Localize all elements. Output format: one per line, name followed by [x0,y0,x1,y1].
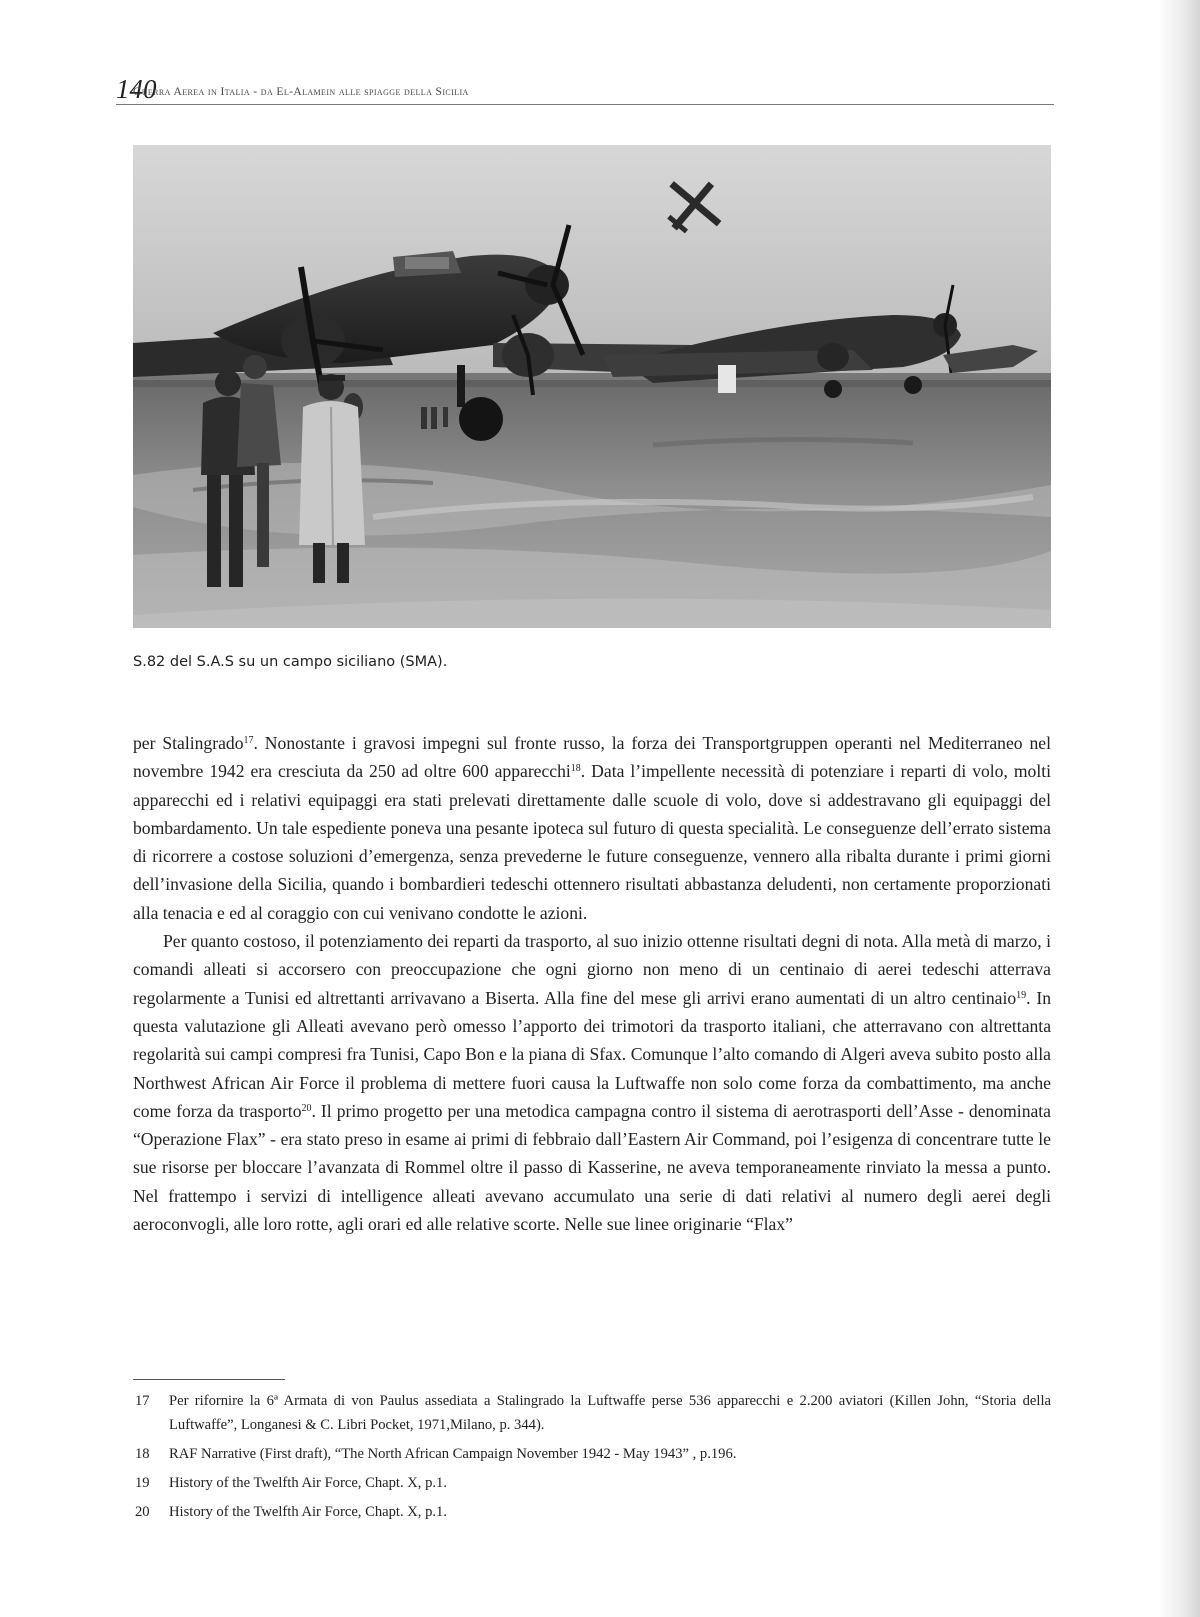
footnote-text: History of the Twelfth Air Force, Chapt. X, p.1. [169,1475,447,1491]
footnote-ref-18: 18 [570,763,581,775]
footnote-text: History of the Twelfth Air Force, Chapt. X, p.1. [169,1504,447,1520]
footnote-number: 17 [135,1393,150,1409]
page-edge-shadow [1158,0,1200,1617]
running-title: Guerra Aerea in Italia - da El-Alamein alle spiagge della Sicilia [133,86,469,98]
aircraft-photo [133,145,1051,628]
footnote-ref-19: 19 [1016,989,1027,1001]
footnote [133,1442,1051,1466]
footnote-ref-20: 20 [301,1102,312,1114]
paragraph-1 [133,729,1051,927]
footnote [133,1389,1051,1437]
paragraph-2 [133,927,1051,1238]
footnote-number: 19 [135,1475,150,1491]
text-run: Per quanto costoso, il potenziamento dei reparti da trasporto, al suo inizio ottenne risultati degni di nota. Alla metà di marzo, i comandi alleati si accorsero con preoccupazione che ogni giorno non meno di un centinaio di aerei tedeschi atterrava regolarmente a Tunisi ed altrettanti arrivavano a Biserta. Alla fine del mese gli arrivi erano aumentati di un altro centinaio [133,931,1051,1008]
page-number: 140 [116,74,157,104]
footnote-ref-17: 17 [243,735,254,746]
footnote-text: Per rifornire la 6ª Armata di von Paulus assediata a Stalingrado la Luftwaffe perse 536 apparecchi e 2.200 aviatori (Killen John, “Storia della Luftwaffe”, Longanesi & C. Libri Pocket, 1971,Milano, p. 344). [169,1393,1051,1433]
photo-caption: S.82 del S.A.S su un campo siciliano (SMA). [133,654,448,670]
footnotes [133,1389,1051,1529]
footnote-text: RAF Narrative (First draft), “The North African Campaign November 1942 - May 1943” , p.196. [169,1446,737,1462]
body-text [133,729,1051,1238]
footnote-number: 20 [135,1504,150,1520]
footnote [133,1471,1051,1495]
text-run: per Stalingrado [133,733,244,753]
footnote [133,1500,1051,1524]
running-header [116,74,1054,105]
text-run: . In questa valutazione gli Alleati avevano però omesso l’apporto dei trimotori da trasporto italiani, che atterravano con altrettanta regolarità sui campi compresi fra Tunisi, Capo Bon e la piana di Sfax. Comunque l’alto comando di Algeri aveva subito posto alla Northwest African Air Force il problema di mettere fuori causa la Luftwaffe non solo come forza da combattimento, ma anche come forza da trasporto [133,987,1052,1121]
footnote-separator [133,1379,285,1380]
text-run: . Data l’impellente necessità di potenziare i reparti di volo, molti apparecchi ed i relativi equipaggi era stati prelevati direttamente dalle scuole di volo, dove si addestravano gli equipaggi del bombardamento. Un tale espediente poneva una pesante ipoteca sul futuro di questa specialità. Le conseguenze dell’errato sistema di ricorrere a costose soluzioni d’emergenza, senza prevederne le future conseguenze, vennero alla ribalta durante i primi giorni dell’invasione della Sicilia, quando i bombardieri tedeschi ottennero risultati abbastanza deludenti, non certamente proporzionati alla tenacia e ed al coraggio con cui venivano condotte le azioni. [133,761,1051,923]
footnote-number: 18 [135,1446,150,1462]
text-run: . Nonostante i gravosi impegni sul fronte russo, la forza dei Transportgruppen operanti nel Mediterraneo nel novembre 1942 era cresciuta da 250 ad oltre 600 apparecchi [133,733,1051,782]
text-run: . Il primo progetto per una metodica campagna contro il sistema di aerotrasporti dell’Asse - denominata “Operazione Flax” - era stato preso in esame ai primi di febbraio dall’Eastern Air Command, poi l’esigenza di concentrare tutte le sue risorse per bloccare l’avanzata di Rommel oltre il passo di Kasserine, ne aveva temporaneamente rinviato la messa a punto. Nel frattempo i servizi di intelligence alleati avevano accumulato una serie di dati relativi al numero degli aerei degli aeroconvogli, alle loro rotte, agli orari ed alle relative scorte. Nelle sue linee originarie “Flax” [133,1100,1051,1235]
